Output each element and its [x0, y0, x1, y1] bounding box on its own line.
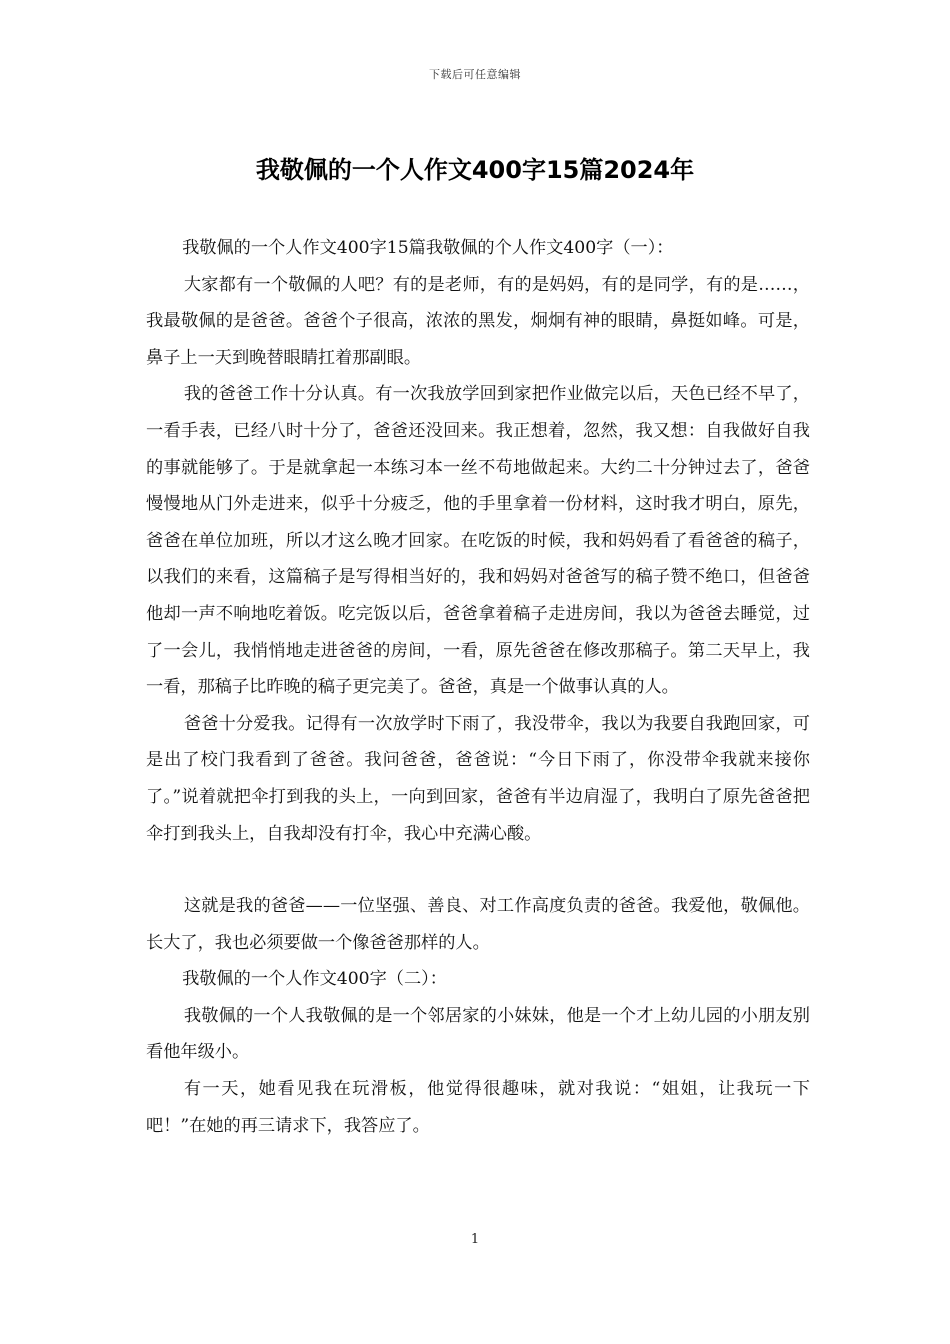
- header-note: 下载后可任意编辑: [429, 68, 521, 81]
- paragraph-4: 这就是我的爸爸——一位坚强、善良、对工作高度负责的爸爸。我爱他，敬佩他。长大了，我也必须要做一个像爸爸那样的人。: [146, 896, 810, 953]
- section-heading-1: 我敬佩的一个人作文400字15篇我敬佩的个人作文400字（一）：: [182, 238, 674, 258]
- paragraph-2: 我的爸爸工作十分认真。有一次我放学回到家把作业做完以后，天色已经不早了，一看手表，已经八时十分了，爸爸还没回来。我正想着，忽然，我又想：自我做好自我的事就能够了。于是就拿起一本练习本一丝不苟地做起来。大约二十分钟过去了，爸爸慢慢地从门外走进来，似乎十分疲乏，他的手里拿着一份材料，这时我才明白，原先，爸爸在单位加班，所以才这么晚才回家。在吃饭的时候，我和妈妈看了看爸爸的稿子，以我们的来看，这篇稿子是写得相当好的，我和妈妈对爸爸写的稿子赞不绝口，但爸爸他却一声不响地吃着饭。吃完饭以后，爸爸拿着稿子走进房间，我以为爸爸去睡觉，过了一会儿，我悄悄地走进爸爸的房间，一看，原先爸爸在修改那稿子。第二天早上，我一看，那稿子比昨晚的稿子更完美了。爸爸，真是一个做事认真的人。: [146, 384, 810, 698]
- paragraph-6: 有一天，她看见我在玩滑板，他觉得很趣味，就对我说：“姐姐，让我玩一下吧！”在她的再三请求下，我答应了。: [146, 1079, 810, 1136]
- paragraph-1: 大家都有一个敬佩的人吧？有的是老师，有的是妈妈，有的是同学，有的是……，我最敬佩的是爸爸。爸爸个子很高，浓浓的黑发，炯炯有神的眼睛，鼻挺如峰。可是，鼻子上一天到晚替眼睛扛着那副眼。: [146, 274, 810, 368]
- body-text: [146, 230, 810, 1144]
- paragraph-5: 我敬佩的一个人我敬佩的是一个邻居家的小妹妹，他是一个才上幼儿园的小朋友别看他年级小。: [146, 1005, 810, 1063]
- section-heading-2: 我敬佩的一个人作文400字（二）：: [182, 969, 447, 990]
- page-number: 1: [470, 1232, 480, 1247]
- document-title: 我敬佩的一个人作文400字15篇2024年: [255, 156, 695, 184]
- paragraph-3: 爸爸十分爱我。记得有一次放学时下雨了，我没带伞，我以为我要自我跑回家，可是出了校门我看到了爸爸。我问爸爸，爸爸说：“今日下雨了，你没带伞我就来接你了。”说着就把伞打到我的头上，一向到回家，爸爸有半边肩湿了，我明白了原先爸爸把伞打到我头上，自我却没有打伞，我心中充满心酸。: [146, 713, 810, 844]
